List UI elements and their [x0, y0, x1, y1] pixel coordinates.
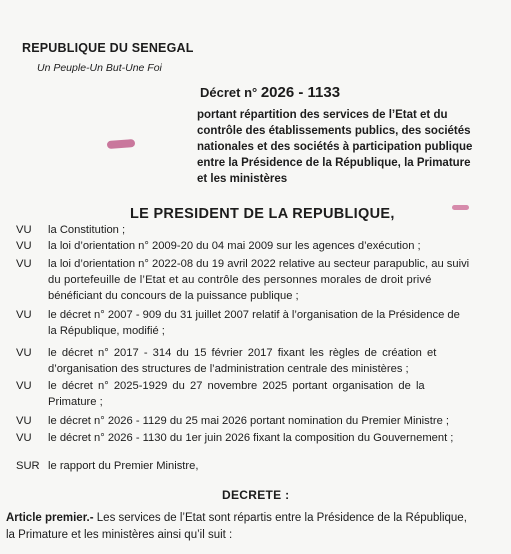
- article-premier: [6, 510, 506, 544]
- visa-text: le décret n° 2026 - 1129 du 25 mai 2026 portant nomination du Premier Ministre ;: [48, 415, 450, 427]
- article-label: Article premier.-: [6, 512, 94, 524]
- visa-keyword: VU: [16, 380, 32, 392]
- visa-text: le décret n° 2025-1929 du 27 novembre 2025 portant organisation de la: [48, 380, 425, 392]
- visa-text: Primature ;: [48, 396, 103, 408]
- article-text: la Primature et les ministères ainsi qu’il suit :: [6, 529, 233, 541]
- republic-heading: REPUBLIQUE DU SENEGAL: [22, 41, 194, 55]
- decrete-heading: DECRETE :: [222, 488, 290, 502]
- decree-title: [197, 107, 505, 187]
- visa-text: le décret n° 2026 - 1130 du 1er juin 2026 fixant la composition du Gouvernement ;: [48, 432, 454, 444]
- visa-keyword: VU: [16, 415, 32, 427]
- decree-number: [200, 84, 340, 101]
- visa-text: d’organisation des structures de l’administration centrale des ministères ;: [48, 363, 409, 375]
- ink-smudge: [107, 139, 135, 149]
- visa-text: le décret n° 2017 - 314 du 15 février 2017 fixant les règles de création et: [48, 347, 437, 359]
- decree-title-line: entre la Présidence de la République, la Primature: [197, 157, 471, 169]
- visa-text: la loi d’orientation n° 2022-08 du 19 avril 2022 relative au secteur parapublic, au suivi: [48, 258, 470, 270]
- visa-keyword: VU: [16, 309, 32, 321]
- authority-heading: LE PRESIDENT DE LA REPUBLIQUE,: [130, 206, 395, 222]
- visa-text: le rapport du Premier Ministre,: [48, 460, 199, 472]
- visa-text: la loi d’orientation n° 2009-20 du 04 mai 2009 sur les agences d’exécution ;: [48, 240, 421, 252]
- article-text: Les services de l’Etat sont répartis entre la Présidence de la République,: [93, 512, 467, 524]
- visa-keyword: SUR: [16, 460, 40, 472]
- visa-text: le décret n° 2007 - 909 du 31 juillet 2007 relatif à l’organisation de la Présidence de: [48, 309, 460, 321]
- decree-title-line: nationales et des sociétés à participation publique: [197, 141, 473, 153]
- decree-title-line: et les ministères: [197, 173, 288, 185]
- visa-keyword: VU: [16, 258, 32, 270]
- decree-number-value: 2026 - 1133: [260, 84, 341, 101]
- decree-label: Décret n°: [200, 85, 258, 100]
- visa-keyword: VU: [16, 240, 32, 252]
- visa-keyword: VU: [16, 347, 32, 359]
- visa-keyword: VU: [16, 224, 32, 236]
- ink-smudge: [452, 205, 469, 210]
- visa-text: bénéficiant du concours de la puissance publique ;: [48, 290, 299, 302]
- national-motto: Un Peuple-Un But-Une Foi: [37, 62, 162, 74]
- visa-text: la Constitution ;: [48, 224, 126, 236]
- visa-text: la République, modifié ;: [48, 325, 165, 337]
- decree-title-line: portant répartition des services de l’Etat et du: [197, 109, 448, 121]
- visa-text: du portefeuille de l’Etat et au contrôle des personnes morales de droit privé: [48, 274, 432, 286]
- visa-keyword: VU: [16, 432, 32, 444]
- decree-title-line: contrôle des établissements publics, des sociétés: [197, 125, 471, 137]
